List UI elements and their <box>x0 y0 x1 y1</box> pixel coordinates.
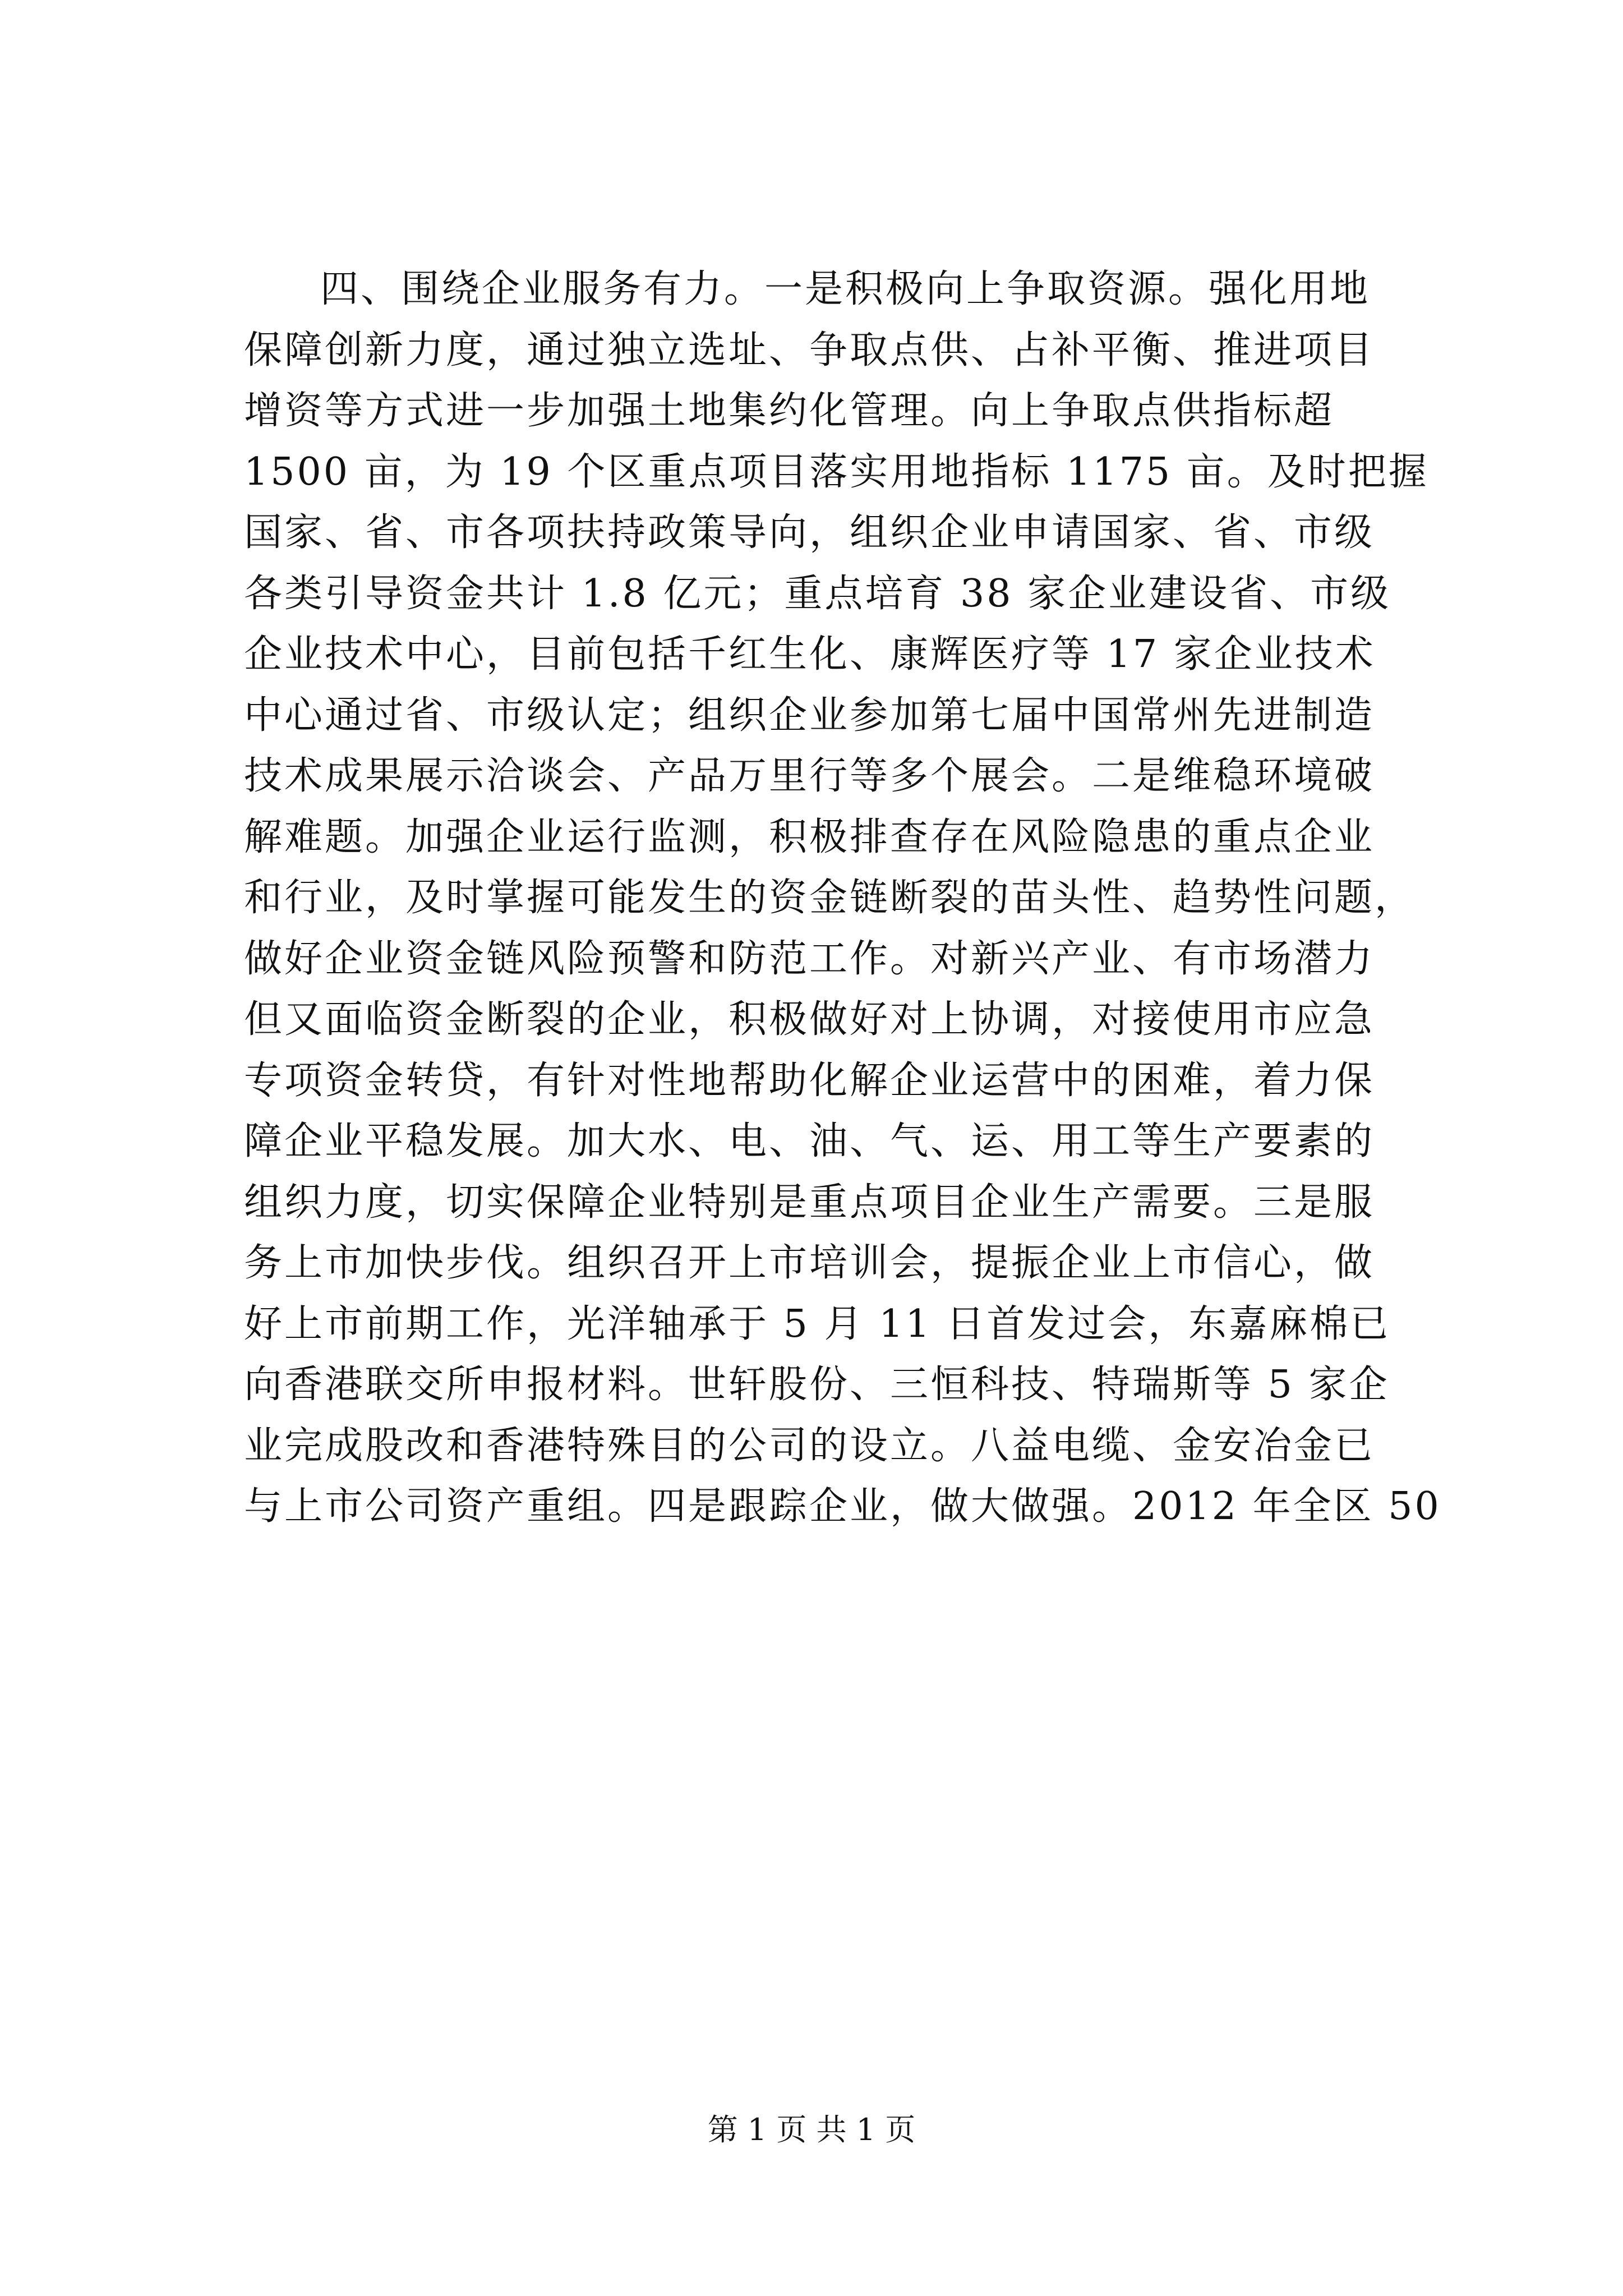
paragraph-line: 组织力度，切实保障企业特别是重点项目企业生产需要。三是服 <box>244 1180 1375 1225</box>
paragraph-line: 与上市公司资产重组。四是跟踪企业，做大做强。2012 年全区 50 <box>244 1484 1441 1529</box>
paragraph-line: 解难题。加强企业运行监测，积极排查存在风险隐患的重点企业 <box>244 815 1375 859</box>
body-paragraph <box>244 259 1441 1538</box>
paragraph-line: 好上市前期工作，光洋轴承于 5 月 11 日首发过会，东嘉麻棉已 <box>244 1301 1391 1346</box>
paragraph-line: 增资等方式进一步加强土地集约化管理。向上争取点供指标超 <box>244 389 1335 433</box>
paragraph-line: 各类引导资金共计 1.8 亿元；重点培育 38 家企业建设省、市级 <box>244 571 1391 616</box>
paragraph-line: 国家、省、市各项扶持政策导向，组织企业申请国家、省、市级 <box>244 510 1375 555</box>
paragraph-line: 中心通过省、市级认定；组织企业参加第七届中国常州先进制造 <box>244 693 1375 738</box>
paragraph-line: 企业技术中心，目前包括千红生化、康辉医疗等 17 家企业技术 <box>244 632 1376 677</box>
paragraph-line: 技术成果展示洽谈会、产品万里行等多个展会。二是维稳环境破 <box>244 754 1375 798</box>
paragraph-line: 但又面临资金断裂的企业，积极做好对上协调，对接使用市应急 <box>244 997 1375 1042</box>
paragraph-line: 四、围绕企业服务有力。一是积极向上争取资源。强化用地 <box>320 267 1371 311</box>
paragraph-line: 做好企业资金链风险预警和防范工作。对新兴产业、有市场潜力 <box>244 936 1375 981</box>
paragraph-line: 务上市加快步伐。组织召开上市培训会，提振企业上市信心，做 <box>244 1241 1375 1285</box>
paragraph-line: 障企业平稳发展。加大水、电、油、气、运、用工等生产要素的 <box>244 1119 1375 1163</box>
paragraph-line: 向香港联交所申报材料。世轩股份、三恒科技、特瑞斯等 5 家企 <box>244 1363 1390 1407</box>
page-number-footer: 第 1 页 共 1 页 <box>707 2112 916 2147</box>
paragraph-line: 和行业，及时掌握可能发生的资金链断裂的苗头性、趋势性问题， <box>244 876 1415 920</box>
paragraph-line: 业完成股改和香港特殊目的公司的设立。八益电缆、金安冶金已 <box>244 1423 1375 1468</box>
paragraph-line: 专项资金转贷，有针对性地帮助化解企业运营中的困难，着力保 <box>244 1058 1375 1103</box>
paragraph-line: 保障创新力度，通过独立选址、争取点供、占补平衡、推进项目 <box>244 328 1375 372</box>
paragraph-line: 1500 亩，为 19 个区重点项目落实用地指标 1175 亩。及时把握 <box>244 449 1429 494</box>
